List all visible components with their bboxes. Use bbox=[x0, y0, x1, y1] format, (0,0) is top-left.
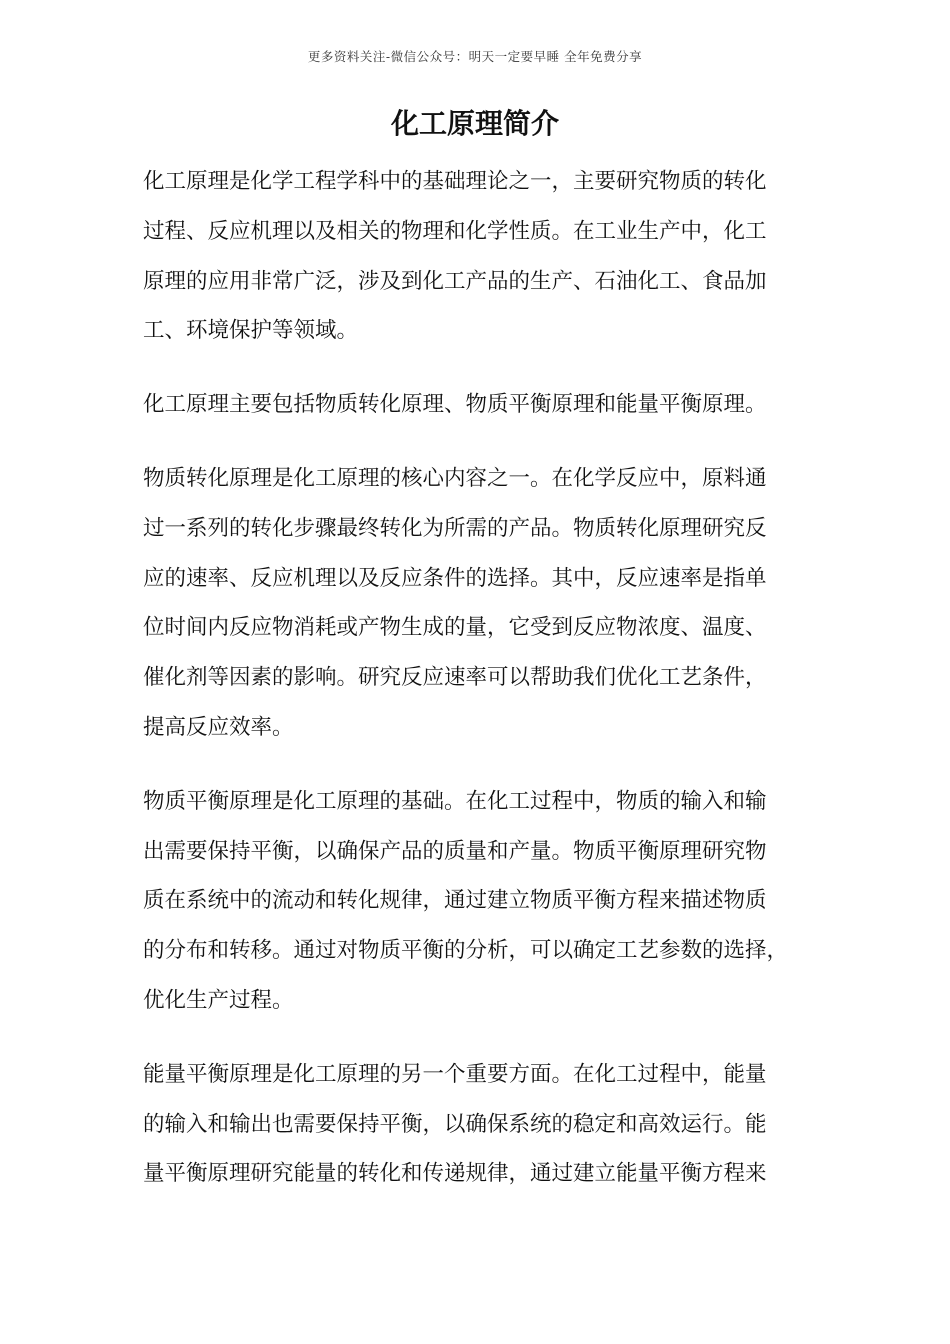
text-line: 质在系统中的流动和转化规律，通过建立物质平衡方程来描述物质 bbox=[143, 888, 767, 914]
header-note: 更多资料关注-微信公众号：明天一定要早睡 全年免费分享 bbox=[307, 49, 643, 64]
text-line: 提高反应效率。 bbox=[143, 714, 294, 740]
paragraph bbox=[143, 454, 833, 753]
text-line: 物质转化原理是化工原理的核心内容之一。在化学反应中，原料通 bbox=[143, 465, 767, 491]
text-line: 优化生产过程。 bbox=[143, 987, 294, 1013]
text-line: 催化剂等因素的影响。研究反应速率可以帮助我们优化工艺条件， bbox=[143, 665, 767, 691]
document-body bbox=[143, 157, 833, 1223]
text-line: 应的速率、反应机理以及反应条件的选择。其中，反应速率是指单 bbox=[143, 565, 767, 591]
text-line: 位时间内反应物消耗或产物生成的量，它受到反应物浓度、温度、 bbox=[143, 615, 767, 641]
paragraph bbox=[143, 157, 833, 356]
text-line: 量平衡原理研究能量的转化和传递规律，通过建立能量平衡方程来 bbox=[143, 1161, 767, 1187]
text-line: 能量平衡原理是化工原理的另一个重要方面。在化工过程中，能量 bbox=[143, 1061, 767, 1087]
paragraph bbox=[143, 1050, 833, 1199]
text-line: 过程、反应机理以及相关的物理和化学性质。在工业生产中，化工 bbox=[143, 218, 767, 244]
text-line: 化工原理是化学工程学科中的基础理论之一，主要研究物质的转化 bbox=[143, 169, 767, 194]
paragraph bbox=[143, 777, 833, 1026]
text-line: 物质平衡原理是化工原理的基础。在化工过程中，物质的输入和输 bbox=[143, 788, 767, 814]
paragraph bbox=[143, 380, 833, 430]
text-line: 工、环境保护等领域。 bbox=[143, 318, 359, 344]
text-line: 出需要保持平衡，以确保产品的质量和产量。物质平衡原理研究物 bbox=[143, 838, 767, 864]
text-line: 化工原理主要包括物质转化原理、物质平衡原理和能量平衡原理。 bbox=[143, 392, 767, 418]
page-title: 化工原理简介 bbox=[390, 107, 559, 140]
text-line: 过一系列的转化步骤最终转化为所需的产品。物质转化原理研究反 bbox=[143, 515, 767, 541]
text-line: 的分布和转移。通过对物质平衡的分析，可以确定工艺参数的选择， bbox=[143, 938, 789, 964]
text-line: 的输入和输出也需要保持平衡，以确保系统的稳定和高效运行。能 bbox=[143, 1111, 767, 1137]
text-line: 原理的应用非常广泛，涉及到化工产品的生产、石油化工、食品加 bbox=[143, 268, 767, 294]
